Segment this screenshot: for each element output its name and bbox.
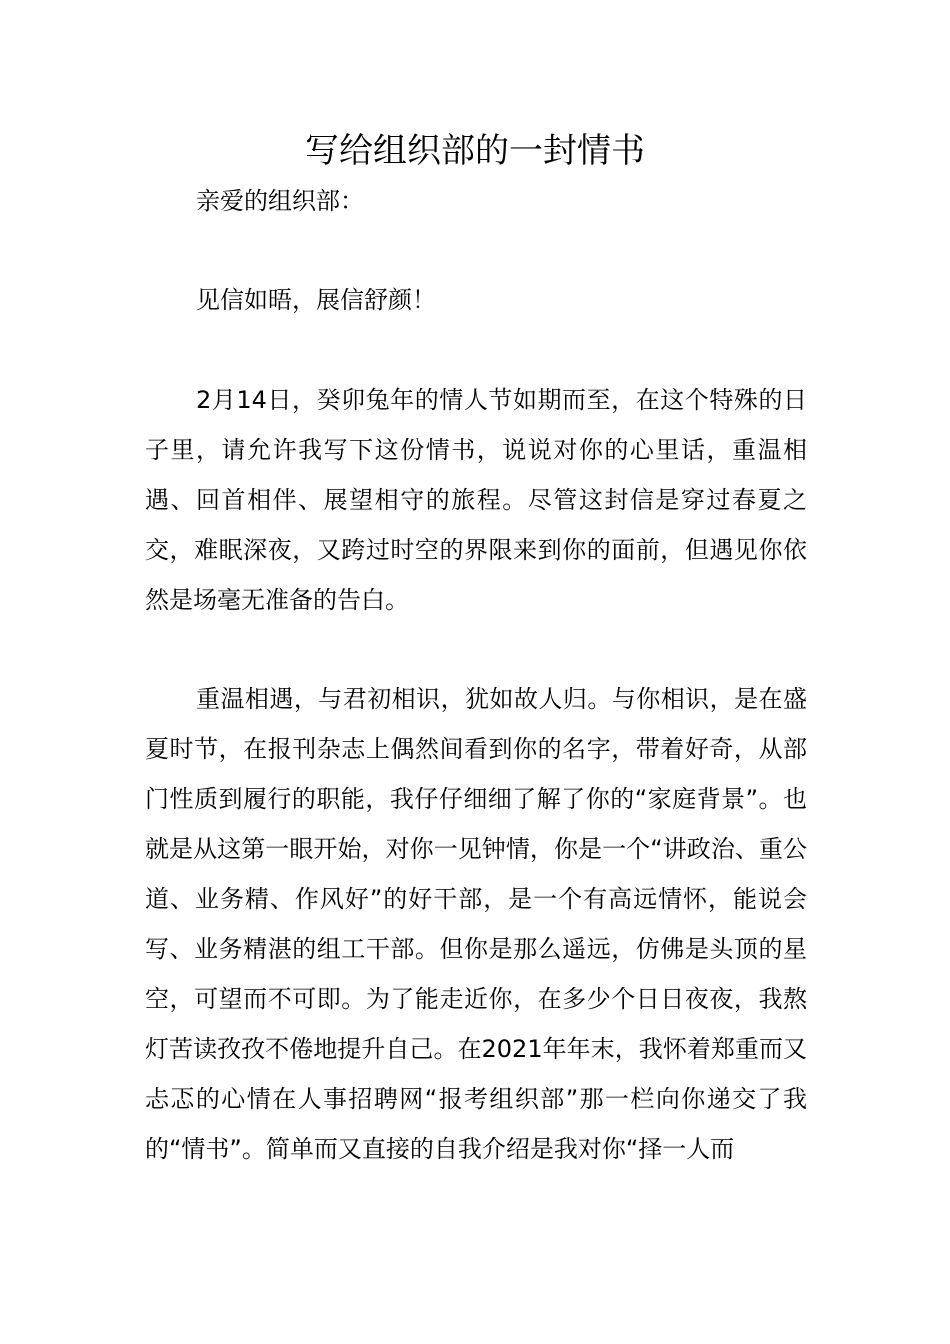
paragraph-valentine: 2月14日，癸卯兔年的情人节如期而至，在这个特殊的日子里，请允许我写下这份情书，说说对你的心里话，重温相遇、回首相伴、展望相守的旅程。尽管这封信是穿过春夏之交，难眠深夜，又跨过时空的界限来到你的面前，但遇见你依然是场毫无准备的告白。 [145,386,807,614]
document-title: 写给组织部的一封情书 [305,131,645,171]
paragraph-first-meeting: 重温相遇，与君初相识，犹如故人归。与你相识，是在盛夏时节，在报刊杂志上偶然间看到你的名字，带着好奇，从部门性质到履行的职能，我仔仔细细了解了你的“家庭背景”。也就是从这第一眼开始，对你一见钟情，你是一个“讲政治、重公道、业务精、作风好”的好干部，是一个有高远情怀，能说会写、业务精湛的组工干部。但你是那么遥远，仿佛是头顶的星空，可望而不可即。为了能走近你，在多少个日日夜夜，我熬灯苦读孜孜不倦地提升自己。在2021年年末，我怀着郑重而又忐忑的心情在人事招聘网“报考组织部”那一栏向你递交了我的“情书”。简单而又直接的自我介绍是我对你“择一人而 [145,685,807,1163]
salutation: 亲爱的组织部： [196,187,364,215]
greeting-line: 见信如晤，展信舒颜！ [196,286,436,314]
